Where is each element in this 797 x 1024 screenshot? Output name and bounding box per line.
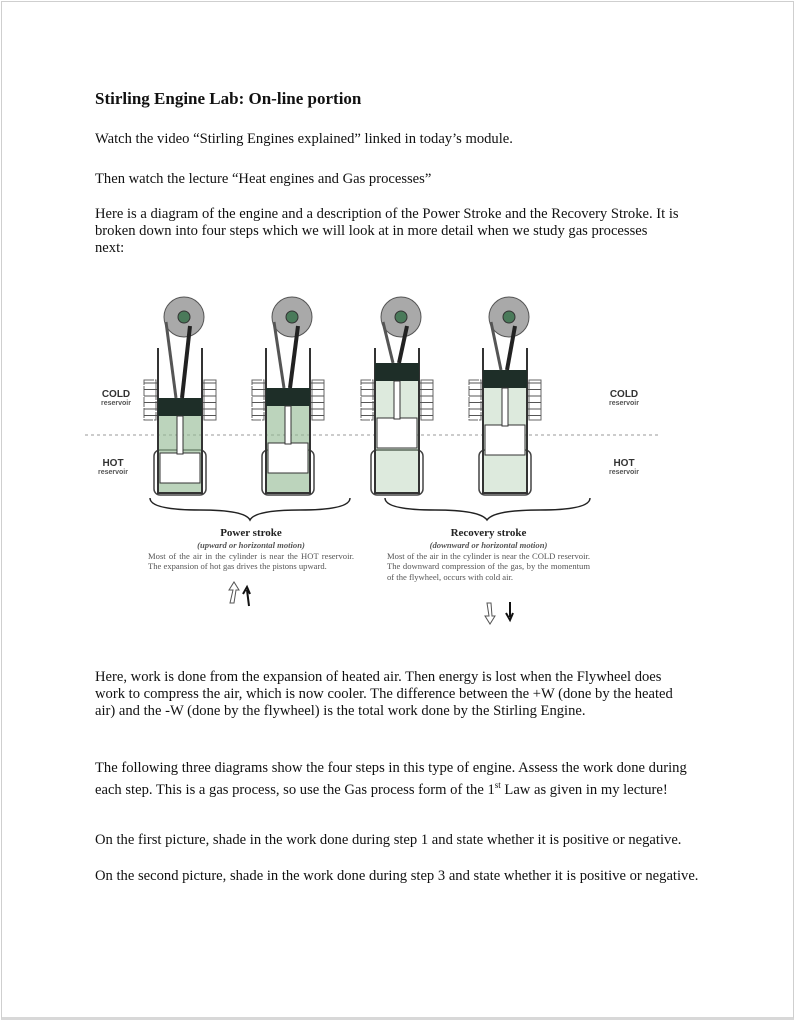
cooling-fins-icon (469, 380, 481, 420)
up-arrow-outline-icon (229, 582, 239, 603)
flywheel-hub (503, 311, 515, 323)
instruction-lecture: Then watch the lecture “Heat engines and Gas processes” (95, 171, 432, 187)
hot-reservoir-label-left: HOT reservoir (98, 458, 128, 476)
flywheel-hub (286, 311, 298, 323)
cooling-fins-icon (529, 380, 541, 420)
cold-reservoir-label-left: COLD reservoir (101, 389, 131, 407)
power-piston (158, 398, 202, 416)
work-explanation: Here, work is done from the expansion of heated air. Then energy is lost when the Flywheel does work to compress the air, which is now cooler. The difference between the +W (done by the heated air) and the -W (done by the flywheel) is the total work done by the Stirling Engine. (95, 669, 673, 719)
cooling-fins-icon (421, 380, 433, 420)
instruction-video: Watch the video “Stirling Engines explained” linked in today’s module. (95, 131, 513, 147)
displacer-piston (268, 443, 308, 473)
recovery-stroke-caption (387, 527, 590, 582)
cooling-fins-icon (144, 380, 156, 420)
recovery-stroke-brace (385, 498, 590, 520)
step1-instruction: On the first picture, shade in the work done during step 1 and state whether it is positive or negative. (95, 832, 682, 848)
power-stroke-description: Most of the air in the cylinder is near the HOT reservoir. The expansion of hot gas drives the pistons upward. (148, 550, 354, 571)
hot-reservoir-label-right: HOT reservoir (609, 458, 639, 476)
displacer-piston (377, 418, 417, 448)
displacer-rod (502, 388, 508, 426)
cold-reservoir-label-right: COLD reservoir (609, 389, 639, 407)
step3-instruction: On the second picture, shade in the work done during step 3 and state whether it is positive or negative. (95, 868, 699, 884)
up-arrow-icon (243, 587, 250, 606)
recovery-stroke-subheading: (downward or horizontal motion) (429, 540, 548, 550)
page-title: Stirling Engine Lab: On-line portion (95, 89, 362, 108)
down-arrow-outline-icon (485, 603, 495, 624)
displacer-piston (160, 453, 200, 483)
cooling-fins-icon (252, 380, 264, 420)
power-stroke-heading: Power stroke (220, 527, 282, 539)
cooling-fins-icon (204, 380, 216, 420)
power-stroke-brace (150, 498, 350, 520)
displacer-rod (285, 406, 291, 444)
displacer-rod (394, 381, 400, 419)
power-piston (266, 388, 310, 406)
assess-work-instruction: The following three diagrams show the four steps in this type of engine. Assess the work done during each step. This is a gas process, so use the Gas process form of the 1st Law as given in my lecture! (95, 760, 687, 798)
recovery-stroke-heading: Recovery stroke (450, 527, 527, 539)
cooling-fins-icon (361, 380, 373, 420)
power-piston (483, 370, 527, 388)
flywheel-hub (178, 311, 190, 323)
power-piston (375, 363, 419, 381)
down-arrow-icon (506, 602, 513, 620)
recovery-stroke-description: Most of the air in the cylinder is near the COLD reservoir. The downward compression of the gas, by the momentum of the flywheel, occurs with cold air. (387, 550, 590, 582)
power-stroke-caption (148, 527, 354, 572)
power-stroke-subheading: (upward or horizontal motion) (197, 540, 305, 550)
displacer-piston (485, 425, 525, 455)
displacer-rod (177, 416, 183, 454)
cooling-fins-icon (312, 380, 324, 420)
flywheel-hub (395, 311, 407, 323)
diagram-intro: Here is a diagram of the engine and a description of the Power Stroke and the Recovery Stroke. It is broken down into four steps which we will look at in more detail when we study gas processes next: (95, 206, 679, 256)
